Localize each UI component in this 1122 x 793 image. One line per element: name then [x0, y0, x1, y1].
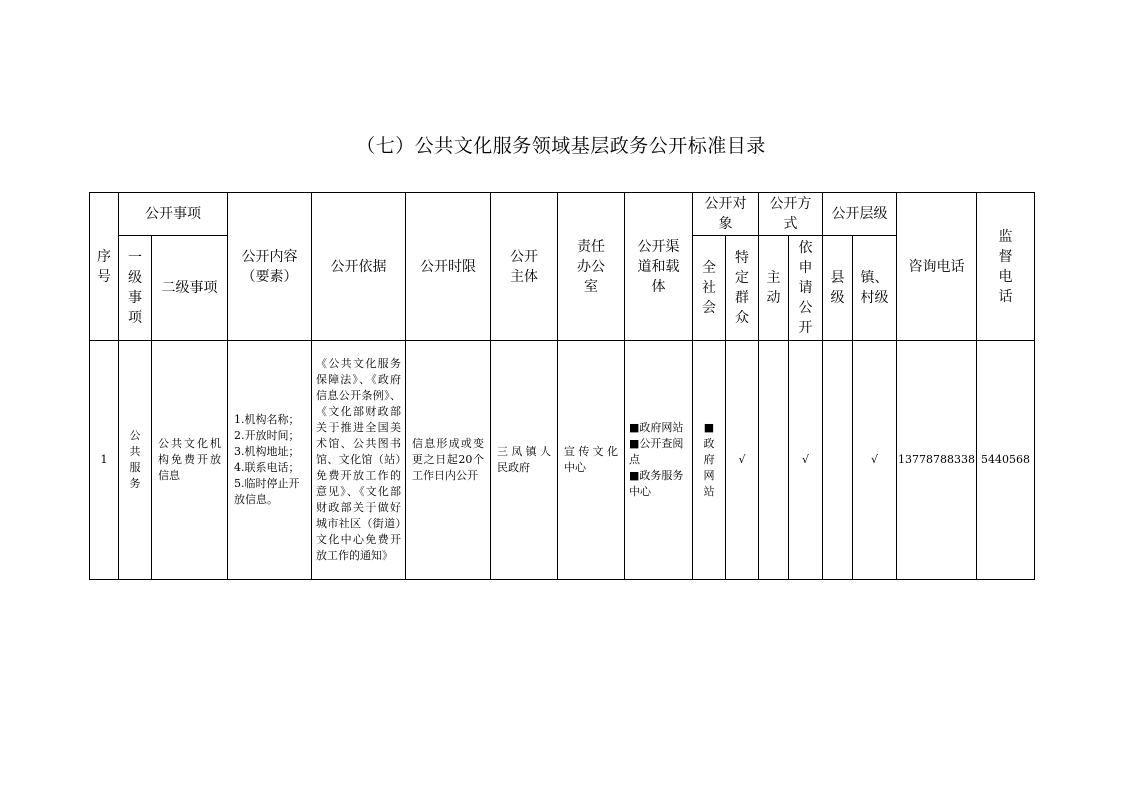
header-supervise: 监督电话: [977, 193, 1035, 341]
channel-item: ■政府网站: [629, 421, 684, 434]
page-title: （七）公共文化服务领域基层政务公开标准目录: [356, 135, 766, 157]
channel-item: ■公开查阅点: [629, 437, 684, 466]
header-level-town: 镇、村级: [853, 236, 897, 341]
header-level-county: 县级: [823, 236, 853, 341]
header-basis: 公开依据: [312, 193, 406, 341]
cell-content: [228, 341, 312, 580]
cell-time-limit: 信息形成或变更之日起20个工作日内公开: [406, 341, 491, 580]
header-target: 公开对象: [693, 193, 759, 236]
header-method-active: 主动: [759, 236, 789, 341]
header-content: 公开内容（要素）: [228, 193, 312, 341]
cell-level-county: [823, 341, 853, 580]
content-line: 4.联系电话；: [234, 461, 300, 474]
header-time-limit: 公开时限: [406, 193, 491, 341]
cell-level2: 公共文化机构免费开放信息: [152, 341, 228, 580]
header-level2: 二级事项: [152, 236, 228, 341]
header-phone: 咨询电话: [897, 193, 977, 341]
content-line: 2.开放时间；: [234, 429, 300, 442]
header-method: 公开方式: [759, 193, 823, 236]
content-line: 5.临时停止开放信息。: [234, 477, 300, 506]
channel-item: ■政务服务中心: [629, 469, 684, 498]
cell-level1: 公共服务: [119, 341, 152, 580]
header-seq: 序号: [90, 193, 119, 341]
table-row: [90, 341, 1035, 580]
header-channel: 公开渠道和载体: [625, 193, 693, 341]
cell-level-town: √: [853, 341, 897, 580]
cell-supervise: 5440568: [977, 341, 1035, 580]
cell-target-specific: √: [726, 341, 759, 580]
header-office: 责任办公室: [558, 193, 625, 341]
content-line: 3.机构地址；: [234, 445, 300, 458]
cell-target-all: ■政府网站: [693, 341, 726, 580]
header-disclose-item: 公开事项: [119, 193, 228, 236]
cell-channel: [625, 341, 693, 580]
cell-office: 宣传文化中心: [558, 341, 625, 580]
cell-phone: 13778788338: [897, 341, 977, 580]
cell-basis: 《公共文化服务保障法》、《政府信息公开条例》、《文化部财政部关于推进全国美术馆、公共图书馆、文化馆（站）免费开放工作的意见》、《文化部财政部关于做好城市社区（街道）文化中心免费开放工作的通知》: [312, 341, 406, 580]
cell-method-active: [759, 341, 789, 580]
header-subject: 公开主体: [491, 193, 558, 341]
header-target-specific: 特定群众: [726, 236, 759, 341]
cell-subject: 三凤镇人民政府: [491, 341, 558, 580]
disclosure-catalog-table: [89, 192, 1035, 580]
header-target-all: 全社会: [693, 236, 726, 341]
cell-method-apply: √: [789, 341, 823, 580]
header-level: 公开层级: [823, 193, 897, 236]
header-level1: 一级事项: [119, 236, 152, 341]
content-line: 1.机构名称；: [234, 413, 300, 426]
header-method-apply: 依申请公开: [789, 236, 823, 341]
cell-seq: 1: [90, 341, 119, 580]
